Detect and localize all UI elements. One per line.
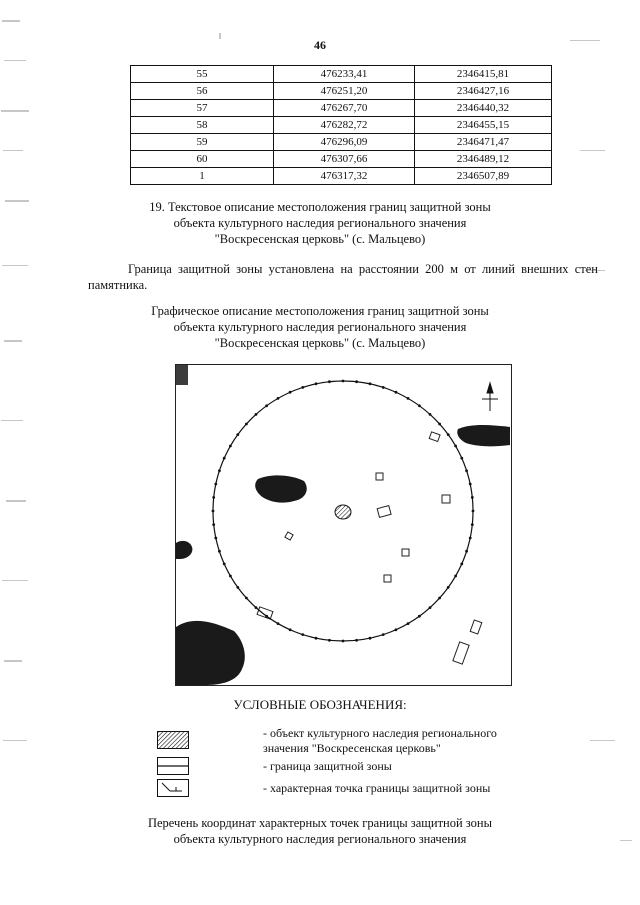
x-coordinate-cell: 476307,66 xyxy=(274,151,415,168)
coordinates-table xyxy=(130,65,552,185)
boundary-point xyxy=(255,413,258,416)
table-row xyxy=(131,100,552,117)
point-number-cell: 55 xyxy=(131,66,274,83)
boundary-point xyxy=(471,496,474,499)
heritage-object-church xyxy=(335,505,351,519)
table-row xyxy=(131,117,552,134)
coordinates-list-heading xyxy=(0,815,640,847)
map-drawing xyxy=(176,365,511,685)
boundary-point xyxy=(465,550,468,553)
table-row xyxy=(131,151,552,168)
heading-line: объекта культурного наследия регионального значения xyxy=(173,320,467,334)
x-coordinate-cell: 476282,72 xyxy=(274,117,415,134)
boundary-point xyxy=(418,404,421,407)
boundary-point xyxy=(265,615,268,618)
x-coordinate-cell: 476317,32 xyxy=(274,168,415,185)
boundary-point xyxy=(315,382,318,385)
boundary-point xyxy=(382,633,385,636)
boundary-point xyxy=(342,640,345,643)
x-coordinate-cell: 476267,70 xyxy=(274,100,415,117)
boundary-point xyxy=(245,423,248,426)
heading-line: Перечень координат характерных точек границы защитной зоны xyxy=(147,816,493,830)
boundary-point xyxy=(223,457,226,460)
x-coordinate-cell: 476251,20 xyxy=(274,83,415,100)
boundary-point xyxy=(369,637,372,640)
y-coordinate-cell: 2346427,16 xyxy=(415,83,552,100)
protection-zone-map xyxy=(175,364,512,686)
point-number-cell: 58 xyxy=(131,117,274,134)
heading-line: объекта культурного наследия регионального значения xyxy=(173,216,467,230)
boundary-point xyxy=(236,586,239,589)
boundary-point xyxy=(447,586,450,589)
boundary-point xyxy=(265,404,268,407)
table-row xyxy=(131,168,552,185)
point-number-cell: 1 xyxy=(131,168,274,185)
graphic-description-heading xyxy=(0,303,640,351)
boundary-point xyxy=(472,510,475,513)
y-coordinate-cell: 2346415,81 xyxy=(415,66,552,83)
boundary-point xyxy=(429,606,432,609)
boundary-point xyxy=(301,386,304,389)
boundary-point xyxy=(418,615,421,618)
point-number-cell: 56 xyxy=(131,83,274,100)
boundary-point xyxy=(229,445,232,448)
boundary-point xyxy=(277,397,280,400)
boundary-point xyxy=(355,639,358,642)
boundary-point xyxy=(214,483,217,486)
boundary-point xyxy=(212,510,215,513)
legend-boundary-symbol-icon xyxy=(157,757,189,775)
boundary-point xyxy=(454,445,457,448)
legend-heritage-symbol-icon xyxy=(157,731,189,749)
boundary-point xyxy=(447,433,450,436)
boundary-point xyxy=(407,622,410,625)
legend-text-line: значения "Воскресенская церковь" xyxy=(263,741,441,755)
boundary-point xyxy=(328,380,331,383)
boundary-point xyxy=(471,523,474,526)
boundary-point xyxy=(369,382,372,385)
boundary-point xyxy=(438,597,441,600)
legend-item-heritage xyxy=(263,726,497,756)
point-number-cell: 57 xyxy=(131,100,274,117)
boundary-point xyxy=(301,633,304,636)
legend-text-line: - объект культурного наследия регионального xyxy=(263,726,497,740)
legend-title: УСЛОВНЫЕ ОБОЗНАЧЕНИЯ: xyxy=(233,697,407,712)
north-arrow-icon xyxy=(482,383,498,411)
boundary-point xyxy=(214,537,217,540)
boundary-point xyxy=(212,496,215,499)
point-number-cell: 60 xyxy=(131,151,274,168)
section-19-heading xyxy=(0,199,640,247)
boundary-point xyxy=(212,523,215,526)
x-coordinate-cell: 476233,41 xyxy=(274,66,415,83)
boundary-point xyxy=(460,563,463,566)
y-coordinate-cell: 2346489,12 xyxy=(415,151,552,168)
y-coordinate-cell: 2346471,47 xyxy=(415,134,552,151)
table-row xyxy=(131,134,552,151)
boundary-point xyxy=(465,469,468,472)
heading-line: 19. Текстовое описание местоположения границ защитной зоны xyxy=(149,200,491,214)
boundary-point xyxy=(218,550,221,553)
boundary-point xyxy=(438,423,441,426)
legend-point-symbol-icon xyxy=(157,779,189,797)
boundary-point xyxy=(342,380,345,383)
boundary-point xyxy=(395,628,398,631)
legend-item-point: - характерная точка границы защитной зоны xyxy=(263,781,491,795)
table-row xyxy=(131,83,552,100)
heading-line: "Воскресенская церковь" (с. Мальцево) xyxy=(214,232,426,246)
boundary-point xyxy=(395,391,398,394)
y-coordinate-cell: 2346455,15 xyxy=(415,117,552,134)
y-coordinate-cell: 2346440,32 xyxy=(415,100,552,117)
heading-line: объекта культурного наследия регионального значения xyxy=(173,832,467,846)
y-coordinate-cell: 2346507,89 xyxy=(415,168,552,185)
boundary-point xyxy=(229,575,232,578)
x-coordinate-cell: 476296,09 xyxy=(274,134,415,151)
table-row xyxy=(131,66,552,83)
boundary-point xyxy=(315,637,318,640)
boundary-point xyxy=(255,606,258,609)
boundary-point xyxy=(454,575,457,578)
boundary-point xyxy=(407,397,410,400)
boundary-point xyxy=(236,433,239,436)
boundary-point xyxy=(382,386,385,389)
boundary-point xyxy=(218,469,221,472)
boundary-point xyxy=(277,622,280,625)
page-number: 46 xyxy=(314,38,326,52)
legend-item-boundary: - граница защитной зоны xyxy=(263,759,392,773)
boundary-point xyxy=(469,537,472,540)
boundary-point xyxy=(429,413,432,416)
boundary-point xyxy=(328,639,331,642)
boundary-point xyxy=(469,483,472,486)
boundary-point xyxy=(289,391,292,394)
boundary-point xyxy=(355,380,358,383)
boundary-point xyxy=(223,563,226,566)
terrain-shading xyxy=(176,365,510,685)
point-number-cell: 59 xyxy=(131,134,274,151)
boundary-point xyxy=(289,628,292,631)
boundary-description: Граница защитной зоны установлена на расстоянии 200 м от линий внешних стен памятника. xyxy=(88,262,598,292)
heading-line: "Воскресенская церковь" (с. Мальцево) xyxy=(214,336,426,350)
boundary-point xyxy=(245,597,248,600)
boundary-point xyxy=(460,457,463,460)
heading-line: Графическое описание местоположения границ защитной зоны xyxy=(151,304,489,318)
